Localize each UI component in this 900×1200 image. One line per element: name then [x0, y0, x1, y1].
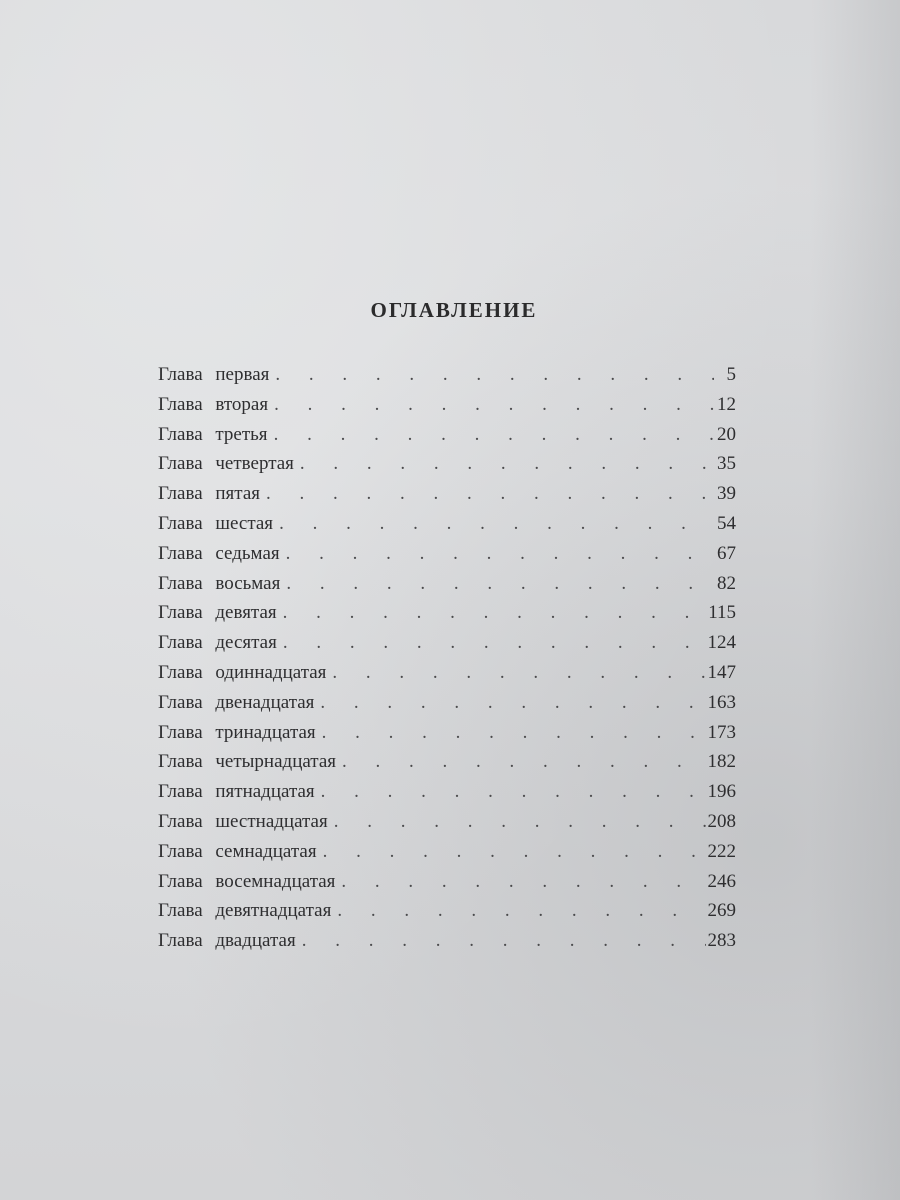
toc-entry: [158, 364, 736, 394]
toc-entry: [158, 722, 736, 752]
toc-entry-label: Глава третья: [158, 423, 268, 445]
toc-entry: [158, 632, 736, 662]
dot-leader: [283, 632, 706, 654]
dot-leader: [337, 900, 705, 922]
toc-entry-label: Глава четырнадцатая: [158, 751, 337, 773]
toc-entry-label: Глава двенадцатая: [158, 691, 315, 713]
dot-leader: [266, 483, 714, 505]
dot-leader: [286, 543, 714, 565]
toc-entry-label: Глава двадцатая: [158, 930, 296, 952]
toc-entry-page: 39: [717, 483, 736, 505]
toc-entry-page: 208: [707, 810, 736, 832]
toc-entry-page: 222: [707, 840, 736, 862]
toc-entry: [158, 424, 736, 454]
toc-entry-page: 147: [707, 661, 736, 683]
toc-entry-page: 173: [707, 721, 736, 743]
toc-entry-page: 163: [707, 691, 736, 713]
toc-entry: [158, 543, 736, 573]
page-title: ОГЛАВЛЕНИЕ: [370, 298, 538, 322]
toc-entry-label: Глава девятнадцатая: [158, 900, 332, 922]
toc-entry-page: 269: [707, 900, 736, 922]
toc-entry: [158, 453, 736, 483]
toc-entry-page: 12: [717, 393, 736, 415]
dot-leader: [279, 513, 714, 535]
toc-entry-label: Глава восемнадцатая: [158, 870, 336, 892]
toc-entry-label: Глава пятая: [158, 483, 260, 505]
toc-entry-page: 5: [726, 364, 736, 385]
dot-leader: [286, 573, 714, 595]
toc-entry-label: Глава одиннадцатая: [158, 661, 327, 683]
table-of-contents: [158, 364, 736, 960]
dot-leader: [275, 364, 714, 386]
toc-entry-label: Глава десятая: [158, 632, 277, 654]
toc-entry-page: 82: [717, 572, 736, 594]
toc-entry-page: 196: [707, 781, 736, 803]
toc-entry-label: Глава шестая: [158, 512, 274, 534]
toc-entry-page: 246: [707, 870, 736, 892]
dot-leader: [322, 722, 706, 744]
toc-entry-page: 20: [717, 423, 736, 445]
dot-leader: [341, 871, 705, 893]
toc-entry: [158, 602, 736, 632]
toc-entry-label: Глава девятая: [158, 602, 277, 624]
dot-leader: [274, 394, 714, 416]
toc-entry: [158, 751, 736, 781]
toc-entry-page: 35: [717, 453, 736, 475]
toc-entry: [158, 900, 736, 930]
toc-entry-label: Глава вторая: [158, 393, 269, 415]
toc-entry-page: 67: [717, 542, 736, 564]
toc-entry-label: Глава семнадцатая: [158, 840, 317, 862]
toc-entry-page: 182: [707, 751, 736, 773]
toc-entry-label: Глава седьмая: [158, 542, 280, 564]
toc-entry: [158, 573, 736, 603]
toc-entry: [158, 483, 736, 513]
toc-entry: [158, 662, 736, 692]
dot-leader: [321, 781, 706, 803]
toc-entry: [158, 930, 736, 960]
toc-entry-page: 115: [708, 602, 736, 624]
toc-entry: [158, 394, 736, 424]
dot-leader: [334, 811, 706, 833]
toc-entry: [158, 811, 736, 841]
toc-entry-page: 54: [717, 512, 736, 534]
toc-entry-label: Глава тринадцатая: [158, 721, 316, 743]
toc-entry-label: Глава первая: [158, 364, 270, 385]
dot-leader: [300, 453, 714, 475]
dot-leader: [323, 841, 706, 863]
toc-entry: [158, 841, 736, 871]
dot-leader: [274, 424, 714, 446]
toc-entry-label: Глава четвертая: [158, 453, 294, 475]
toc-entry-label: Глава восьмая: [158, 572, 281, 594]
toc-entry-page: 283: [707, 930, 736, 952]
dot-leader: [302, 930, 706, 952]
toc-entry: [158, 513, 736, 543]
dot-leader: [332, 662, 705, 684]
toc-entry-label: Глава пятнадцатая: [158, 781, 315, 803]
toc-entry: [158, 781, 736, 811]
toc-entry-page: 124: [707, 632, 736, 654]
dot-leader: [342, 751, 705, 773]
dot-leader: [320, 692, 705, 714]
toc-entry-label: Глава шестнадцатая: [158, 810, 328, 832]
toc-entry: [158, 871, 736, 901]
toc-entry: [158, 692, 736, 722]
dot-leader: [283, 602, 707, 624]
